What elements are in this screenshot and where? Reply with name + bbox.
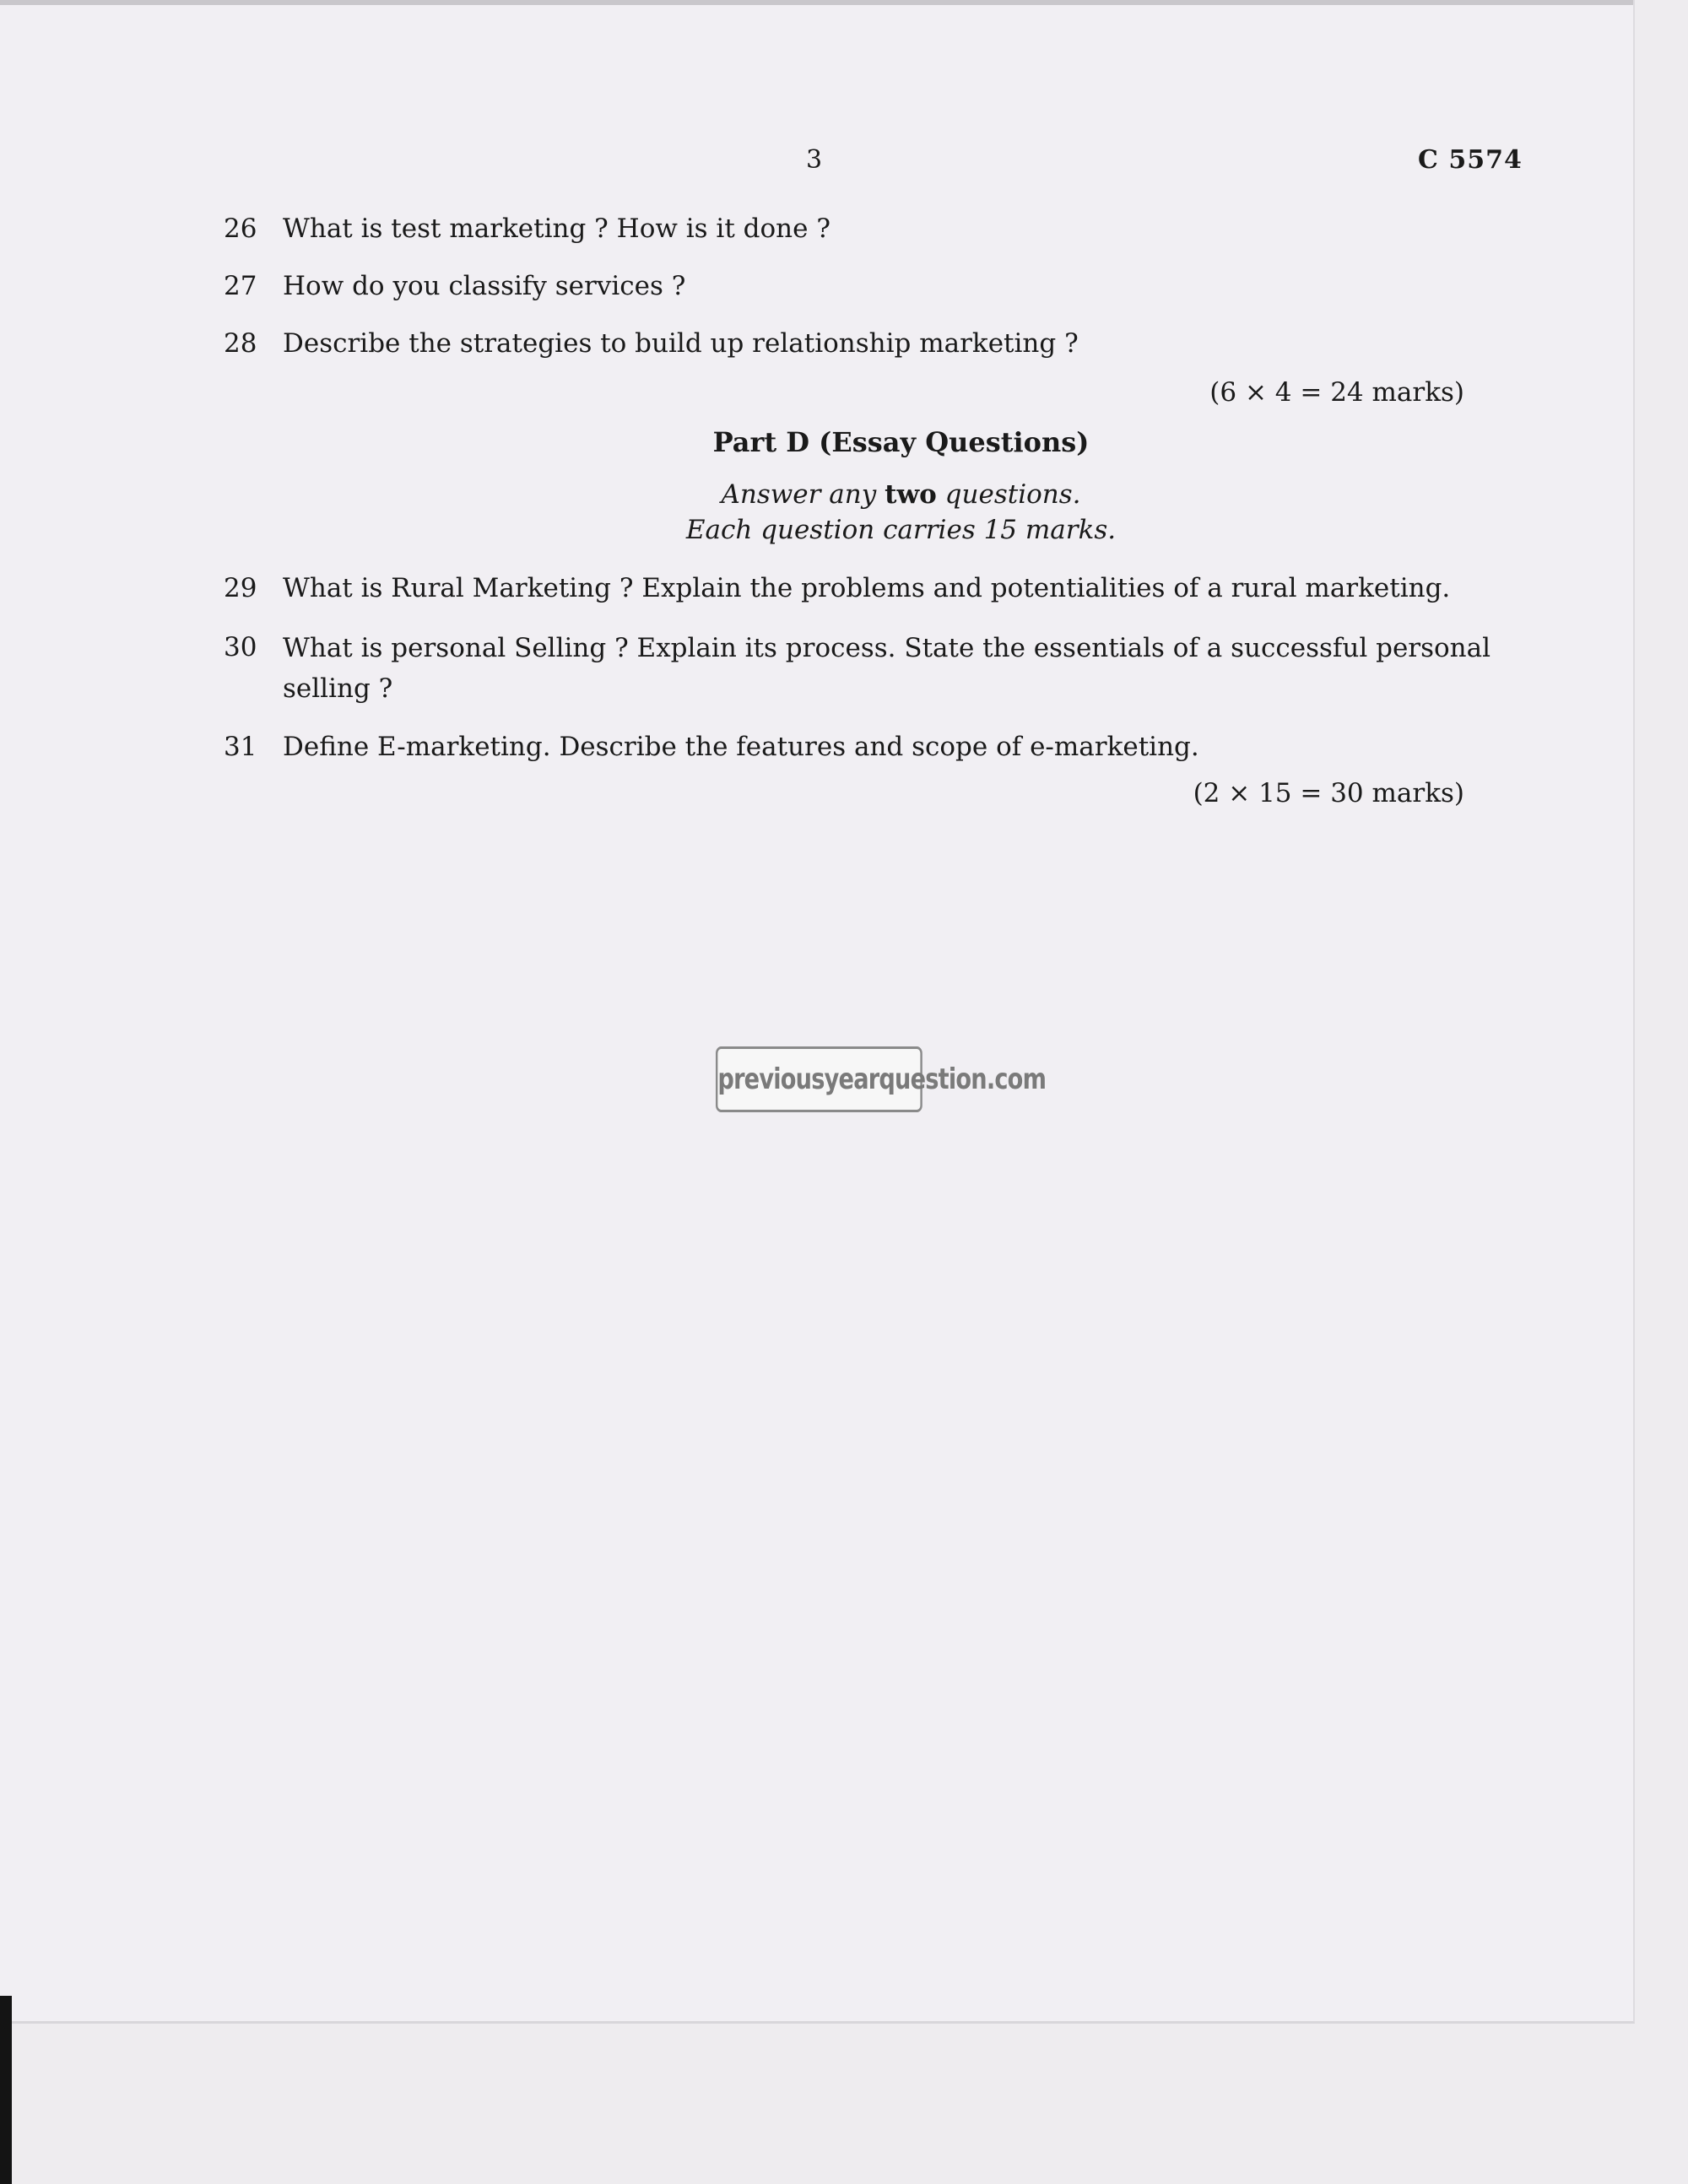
part-c-marks: (6 × 4 = 24 marks): [1209, 377, 1464, 408]
question-text: Define E-marketing. Describe the features and scope of e-marketing.: [283, 732, 1199, 762]
question-number: 26: [224, 214, 257, 244]
scan-edge-bar: [0, 1996, 12, 2184]
question-number: 30: [224, 632, 257, 662]
part-d-heading: Part D (Essay Questions): [712, 426, 1090, 458]
question-27: [224, 267, 1523, 305]
question-29: [224, 569, 1523, 608]
question-number: 28: [224, 328, 257, 359]
question-number: 29: [224, 573, 257, 603]
page-number: 3: [806, 145, 823, 175]
question-text: What is personal Selling ? Explain its process. State the essentials of a successful personal selling ?: [283, 633, 1491, 704]
question-26: [224, 209, 1523, 248]
instruction-prefix: Answer any: [721, 479, 877, 510]
instruction-bold: two: [885, 479, 937, 510]
part-d-instruction-1: [0, 479, 1688, 510]
part-d-marks: (2 × 15 = 30 marks): [1193, 778, 1464, 808]
part-d-instruction-2: Each question carries 15 marks.: [685, 515, 1117, 545]
question-text: How do you classify services ?: [283, 271, 686, 301]
question-30: [224, 628, 1523, 704]
question-31: [224, 727, 1523, 766]
question-number: 31: [224, 732, 257, 762]
page-top-edge: [0, 0, 1633, 5]
question-28: [224, 324, 1523, 363]
question-number: 27: [224, 271, 257, 301]
question-text: Describe the strategies to build up relationship marketing ?: [283, 328, 1079, 359]
watermark-logo: previousyearquestion.com: [716, 1046, 922, 1112]
paper-code: C 5574: [1418, 145, 1523, 175]
instruction-suffix: questions.: [944, 479, 1081, 510]
question-text: What is Rural Marketing ? Explain the problems and potentialities of a rural marketing.: [283, 573, 1451, 603]
question-text: What is test marketing ? How is it done ?: [283, 214, 830, 244]
